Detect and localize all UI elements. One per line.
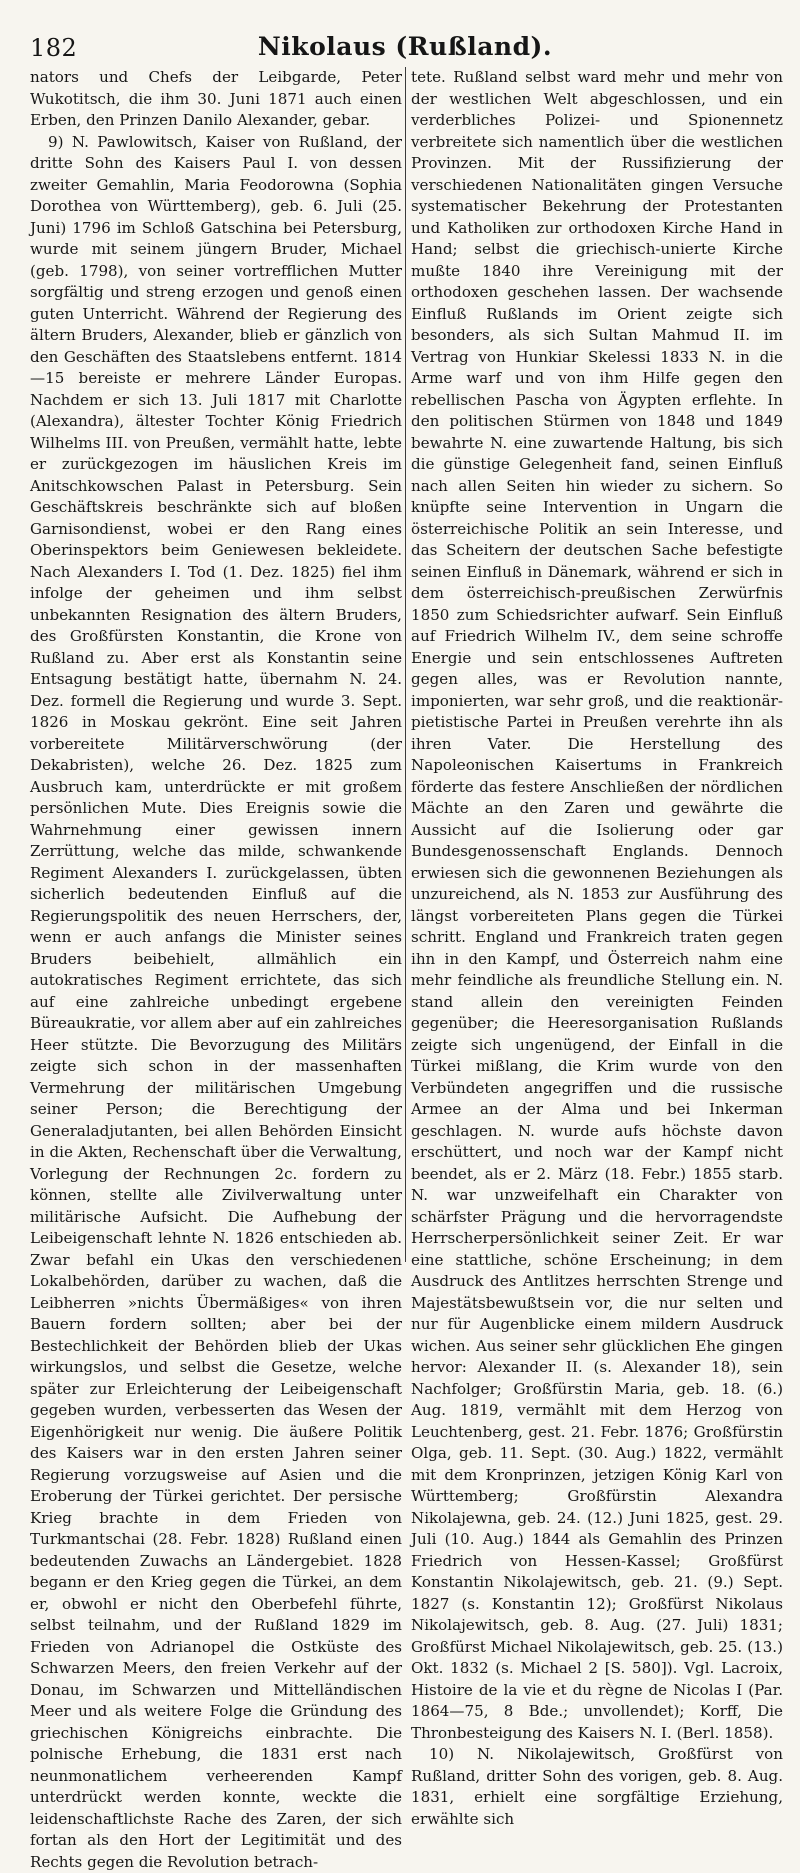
page-header — [30, 26, 780, 66]
page-header-title: Nikolaus (Rußland). — [30, 32, 780, 61]
entry-10-nikolaus-nikolajewitsch: 10) N. Nikolajewitsch, Großfürst von Rußland, dritter Sohn des vorigen, geb. 8. Aug. 1831, erhielt eine sorgfältige Erziehung, erwählte sich — [411, 1744, 783, 1830]
right-paragraph-1: tete. Rußland selbst ward mehr und mehr von der westlichen Welt abgeschlossen, und ein verderbliches Polizei- und Spionennetz verbreitete sich namentlich über die westlichen Provinzen. Mit der Russifizierung der verschiedenen Nationalitäten gingen Versuche systematischer Bekehrung der Protestanten und Katholiken zur orthodoxen Kirche Hand in Hand; selbst die griechisch-unierte Kirche mußte 1840 ihre Vereinigung mit der orthodoxen geschehen lassen. Der wachsende Einfluß Rußlands im Orient zeigte sich besonders, als sich Sultan Mahmud II. im Vertrag von Hunkiar Skelessi 1833 N. in die Arme warf und von ihm Hilfe gegen den rebellischen Pascha von Ägypten erflehte. In den politischen Stürmen von 1848 und 1849 bewahrte N. eine zuwartende Haltung, bis sich die günstige Gelegenheit fand, seinen Einfluß nach allen Seiten hin wieder zu sichern. So knüpfte seine Intervention in Ungarn die österreichische Politik an sein Interesse, und das Scheitern der deutschen Sache befestigte seinen Einfluß in Dänemark, während er sich in dem österreichisch-preußischen Zerwürfnis 1850 zum Schiedsrichter aufwarf. Sein Einfluß auf Friedrich Wilhelm IV., dem seine schroffe Energie und sein entschlossenes Auftreten gegen alles, was er Revolution nannte, imponierten, war sehr groß, und die reaktionär-pietistische Partei in Preußen verehrte ihn als ihren Vater. Die Herstellung des Napoleonischen Kaisertums in Frankreich förderte das festere Anschließen der nördlichen Mächte an den Zaren und gewährte die Aussicht auf die Isolierung oder gar Bundesgenossenschaft Englands. Dennoch erwiesen sich die gewonnenen Beziehungen als unzureichend, als N. 1853 zur Ausführung des längst vorbereiteten Plans gegen die Türkei schritt. England und Frankreich traten gegen ihn in den Kampf, und Österreich nahm eine mehr feindliche als freundliche Stellung ein. N. stand allein den vereinigten Feinden gegenüber; die Heeresorganisation Rußlands zeigte sich ungenügend, der Einfall in die Türkei mißlang, die Krim wurde von den Verbündeten angegriffen und die russische Armee an der Alma und bei Inkerman geschlagen. N. wurde aufs höchste davon erschüttert, und noch war der Kampf nicht beendet, als er 2. März (18. Febr.) 1855 starb. N. war unzweifelhaft ein Charakter von schärfster Prägung und die hervorragendste Herrscherpersönlichkeit seiner Zeit. Er war eine stattliche, schöne Erscheinung; in dem Ausdruck des Antlitzes herrschten Strenge und Majestätsbewußtsein vor, die nur selten und nur für Augenblicke einem mildern Ausdruck wichen. Aus seiner sehr glücklichen Ehe gingen hervor: Alexander II. (s. Alexander 18), sein Nachfolger; Großfürstin Maria, geb. 18. (6.) Aug. 1819, vermählt mit dem Herzog von Leuchtenberg, gest. 21. Febr. 1876; Großfürstin Olga, geb. 11. Sept. (30. Aug.) 1822, vermählt mit dem Kronprinzen, jetzigen König Karl von Württemberg; Großfürstin Alexandra Nikolajewna, geb. 24. (12.) Juni 1825, gest. 29. Juli (10. Aug.) 1844 als Gemahlin des Prinzen Friedrich von Hessen-Kassel; Großfürst Konstantin Nikolajewitsch, geb. 21. (9.) Sept. 1827 (s. Konstantin 12); Großfürst Nikolaus Nikolajewitsch, geb. 8. Aug. (27. Juli) 1831; Großfürst Michael Nikolajewitsch, geb. 25. (13.) Okt. 1832 (s. Michael 2 [S. 580]). Vgl. Lacroix, Histoire de la vie et du règne de Nicolas I (Par. 1864—75, 8 Bde.; unvollendet); Korff, Die Thronbesteigung des Kaisers N. I. (Berl. 1858). — [411, 67, 783, 1744]
page-number: 182 — [30, 34, 77, 62]
entry-9-nikolaus-pawlowitsch: 9) N. Pawlowitsch, Kaiser von Rußland, der dritte Sohn des Kaisers Paul I. von dessen zweiter Gemahlin, Maria Feodorowna (Sophia Dorothea von Württemberg), geb. 6. Juli (25. Juni) 1796 im Schloß Gatschina bei Petersburg, wurde mit seinem jüngern Bruder, Michael (geb. 1798), von seiner vortrefflichen Mutter sorgfältig und streng erzogen und genoß einen guten Unterricht. Während der Regierung des ältern Bruders, Alexander, blieb er gänzlich von den Geschäften des Staatslebens entfernt. 1814—15 bereiste er mehrere Länder Europas. Nachdem er sich 13. Juli 1817 mit Charlotte (Alexandra), ältester Tochter König Friedrich Wilhelms III. von Preußen, vermählt hatte, lebte er zurückgezogen im häuslichen Kreis im Anitschkowschen Palast in Petersburg. Sein Geschäftskreis beschränkte sich auf bloßen Garnisondienst, wobei er den Rang eines Oberinspektors beim Geniewesen bekleidete. Nach Alexanders I. Tod (1. Dez. 1825) fiel ihm infolge der geheimen und ihm selbst unbekannten Resignation des ältern Bruders, des Großfürsten Konstantin, die Krone von Rußland zu. Aber erst als Konstantin seine Entsagung bestätigt hatte, übernahm N. 24. Dez. formell die Regierung und wurde 3. Sept. 1826 in Moskau gekrönt. Eine seit Jahren vorbereitete Militärverschwörung (der Dekabristen), welche 26. Dez. 1825 zum Ausbruch kam, unterdrückte er mit großem persönlichen Mute. Dies Ereignis sowie die Wahrnehmung einer gewissen innern Zerrüttung, welche das milde, schwankende Regiment Alexanders I. zurückgelassen, übten sicherlich bedeutenden Einfluß auf die Regierungspolitik des neuen Herrschers, der, wenn er auch anfangs die Minister seines Bruders beibehielt, allmählich ein autokratisches Regiment errichtete, das sich auf eine zahlreiche unbedingt ergebene Büreaukratie, vor allem aber auf ein zahlreiches Heer stützte. Die Bevorzugung des Militärs zeigte sich schon in der massenhaften Vermehrung der militärischen Umgebung seiner Person; die Berechtigung der Generaladjutanten, bei allen Behörden Einsicht in die Akten, Rechenschaft über die Verwaltung, Vorlegung der Rechnungen 2c. fordern zu können, stellte alle Zivilverwaltung unter militärische Aufsicht. Die Aufhebung der Leibeigenschaft lehnte N. 1826 entschieden ab. Zwar befahl ein Ukas den verschiedenen Lokalbehörden, darüber zu wachen, daß die Leibherren »nichts Übermäßiges« von ihren Bauern fordern sollten; aber bei der Bestechlichkeit der Behörden blieb der Ukas wirkungslos, und selbst die Gesetze, welche später zur Erleichterung der Leibeigenschaft gegeben wurden, verbesserten das Wesen der Eigenhörigkeit nur wenig. Die äußere Politik des Kaisers war in den ersten Jahren seiner Regierung vorzugsweise auf Asien und die Eroberung der Türkei gerichtet. Der persische Krieg brachte in dem Frieden von Turkmantschai (28. Febr. 1828) Rußland einen bedeutenden Zuwachs an Ländergebiet. 1828 begann er den Krieg gegen die Türkei, an dem er, obwohl er nicht den Oberbefehl führte, selbst teilnahm, und der Rußland 1829 im Frieden von Adrianopel die Ostküste des Schwarzen Meers, den freien Verkehr auf der Donau, im Schwarzen und Mittelländischen Meer und als weitere Folge die Gründung des griechischen Königreichs einbrachte. Die polnische Erhebung, die 1831 erst nach neunmonatlichem verheerenden Kampf unterdrückt werden konnte, weckte die leidenschaftlichste Rache des Zaren, der sich fortan als den Hort der Legitimität und des Rechts gegen die Revolution betrach- — [30, 132, 402, 1873]
left-paragraph-1: nators und Chefs der Leibgarde, Peter Wukotitsch, die ihm 30. Juni 1871 auch einen Erben, den Prinzen Danilo Alexander, gebar. — [30, 67, 402, 132]
right-column — [411, 67, 783, 1267]
column-divider — [405, 67, 406, 1262]
left-column — [30, 67, 402, 1267]
